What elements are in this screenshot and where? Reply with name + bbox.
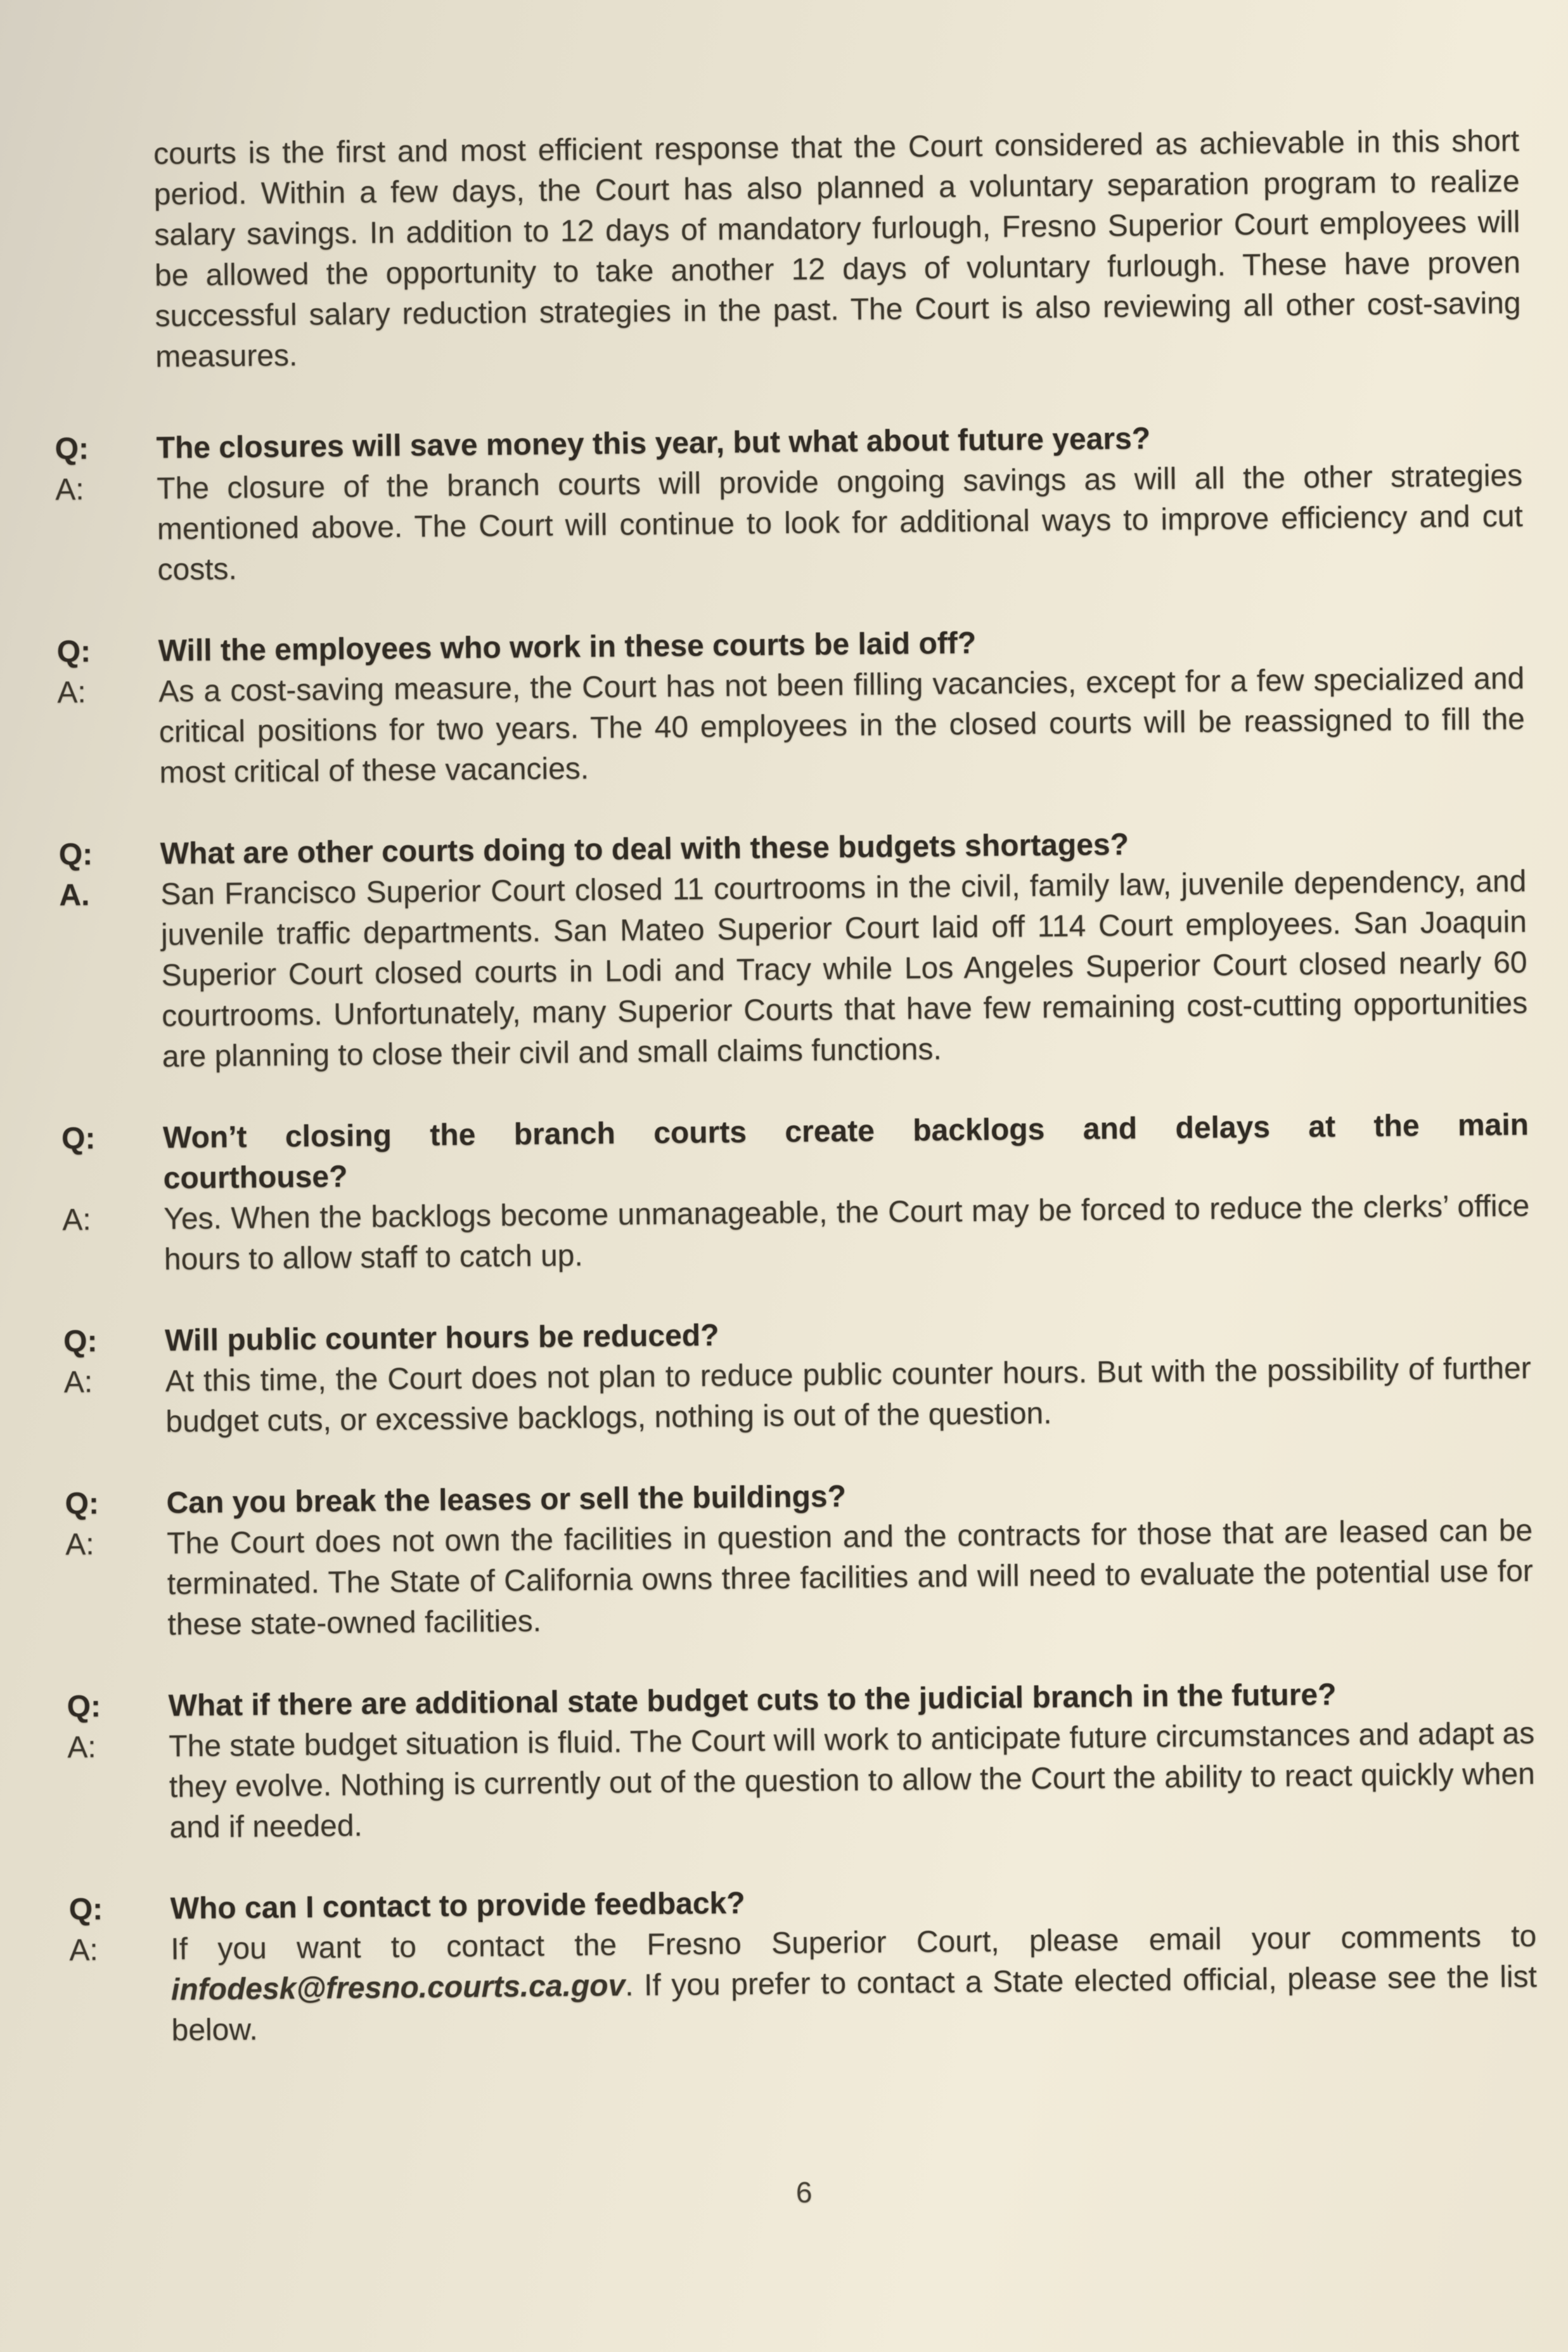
answer-text — [170, 1916, 1538, 2052]
answer-text: As a cost-saving measure, the Court has not been filling vacancies, except for a few specialized and critical positions for two years. The 40 employees in the closed courts will be reassigned to fill the most critical of these vacancies. — [158, 661, 1526, 790]
question-text: Will public counter hours be reduced? — [164, 1319, 719, 1358]
answer-text-before: If you want to contact the Fresno Superior Court, please email your comments to — [170, 1919, 1537, 1967]
q-label: Q: — [58, 837, 93, 872]
qa-item — [65, 1470, 1533, 1646]
qa-item — [68, 1876, 1537, 2052]
answer-text-after: . If you prefer to contact a State elected official, please see the list below. — [171, 1960, 1538, 2048]
q-label: Q: — [65, 1487, 100, 1522]
qa-item — [61, 1105, 1530, 1281]
a-label: A: — [65, 1527, 94, 1562]
a-label: A: — [63, 1365, 93, 1400]
answer-text: The state budget situation is fluid. The Court will work to anticipate future circumstances and adapt as they evolve. Nothing is currently out of the question to allow the Court the ability to react quickly when and if needed. — [169, 1716, 1536, 1845]
a-label: A: — [67, 1730, 96, 1765]
qa-item — [55, 415, 1523, 591]
qa-item — [56, 618, 1525, 794]
question-text: Can you break the leases or sell the buildings? — [166, 1480, 847, 1520]
page-number: 6 — [795, 2175, 813, 2209]
q-label: Q: — [68, 1892, 103, 1927]
qa-item — [63, 1308, 1532, 1444]
a-label: A: — [57, 675, 86, 710]
question-text: Who can I contact to provide feedback? — [170, 1886, 745, 1926]
question-text: What are other courts doing to deal with these budgets shortages? — [160, 827, 1129, 871]
question-text: The closures will save money this year, but what about future years? — [156, 422, 1151, 465]
qa-item — [59, 821, 1529, 1078]
answer-text: Yes. When the backlogs become unmanageable, the Court may be forced to reduce the clerks’ office hours to allow staff to catch up. — [164, 1189, 1530, 1277]
a-label: A: — [69, 1933, 99, 1968]
a-label: A. — [59, 878, 90, 913]
question-text: Will the employees who work in these courts be laid off? — [158, 626, 977, 668]
q-label: Q: — [67, 1690, 101, 1724]
intro-paragraph: courts is the first and most efficient response that the Court considered as achievable in this short period. Within a few days, the Court has also planned a voluntary separation program to realize salary savings. In addition to 12 days of mandatory furlough, Fresno Superior Court employees will be allowed the opportunity to take another 12 days of voluntary furlough. These have proven successful salary reduction strategies in the past. The Court is also reviewing all other cost-saving measures. — [153, 124, 1521, 374]
email-address: infodesk@fresno.courts.ca.gov — [170, 1968, 626, 2007]
document-content — [51, 0, 1539, 2220]
q-label: Q: — [63, 1324, 98, 1359]
qa-item — [67, 1673, 1535, 1849]
answer-text: San Francisco Superior Court closed 11 courtrooms in the civil, family law, juvenile dependency, and juvenile traffic departments. San Mateo Superior Court laid off 114 Court employees. San Joaquin Superior Court closed courts in Lodi and Tracy while Los Angeles Superior Court closed nearly 60 courtrooms. Unfortunately, many Superior Courts that have few remaining cost-cutting opportunities are planning to close their civil and small claims functions. — [160, 864, 1528, 1074]
a-label: A: — [62, 1203, 91, 1237]
question-text: Won’t closing the branch courts create backlogs and delays at the main courthouse? — [162, 1108, 1529, 1196]
answer-text: The Court does not own the facilities in question and the contracts for those that are leased can be terminated. The State of California owns three facilities and will need to evaluate the potential use for these state-owned facilities. — [166, 1513, 1534, 1642]
question-text: What if there are additional state budget cuts to the judicial branch in the future? — [168, 1677, 1337, 1723]
answer-text: The closure of the branch courts will provide ongoing savings as will all the other strategies mentioned above. The Court will continue to look for additional ways to improve efficiency and cut costs. — [157, 458, 1524, 587]
answer-text: At this time, the Court does not plan to reduce public counter hours. But with the possibility of further budget cuts, or excessive backlogs, nothing is out of the question. — [165, 1351, 1531, 1439]
q-label: Q: — [55, 432, 89, 467]
q-label: Q: — [56, 635, 91, 669]
a-label: A: — [55, 472, 84, 507]
q-label: Q: — [61, 1121, 96, 1156]
